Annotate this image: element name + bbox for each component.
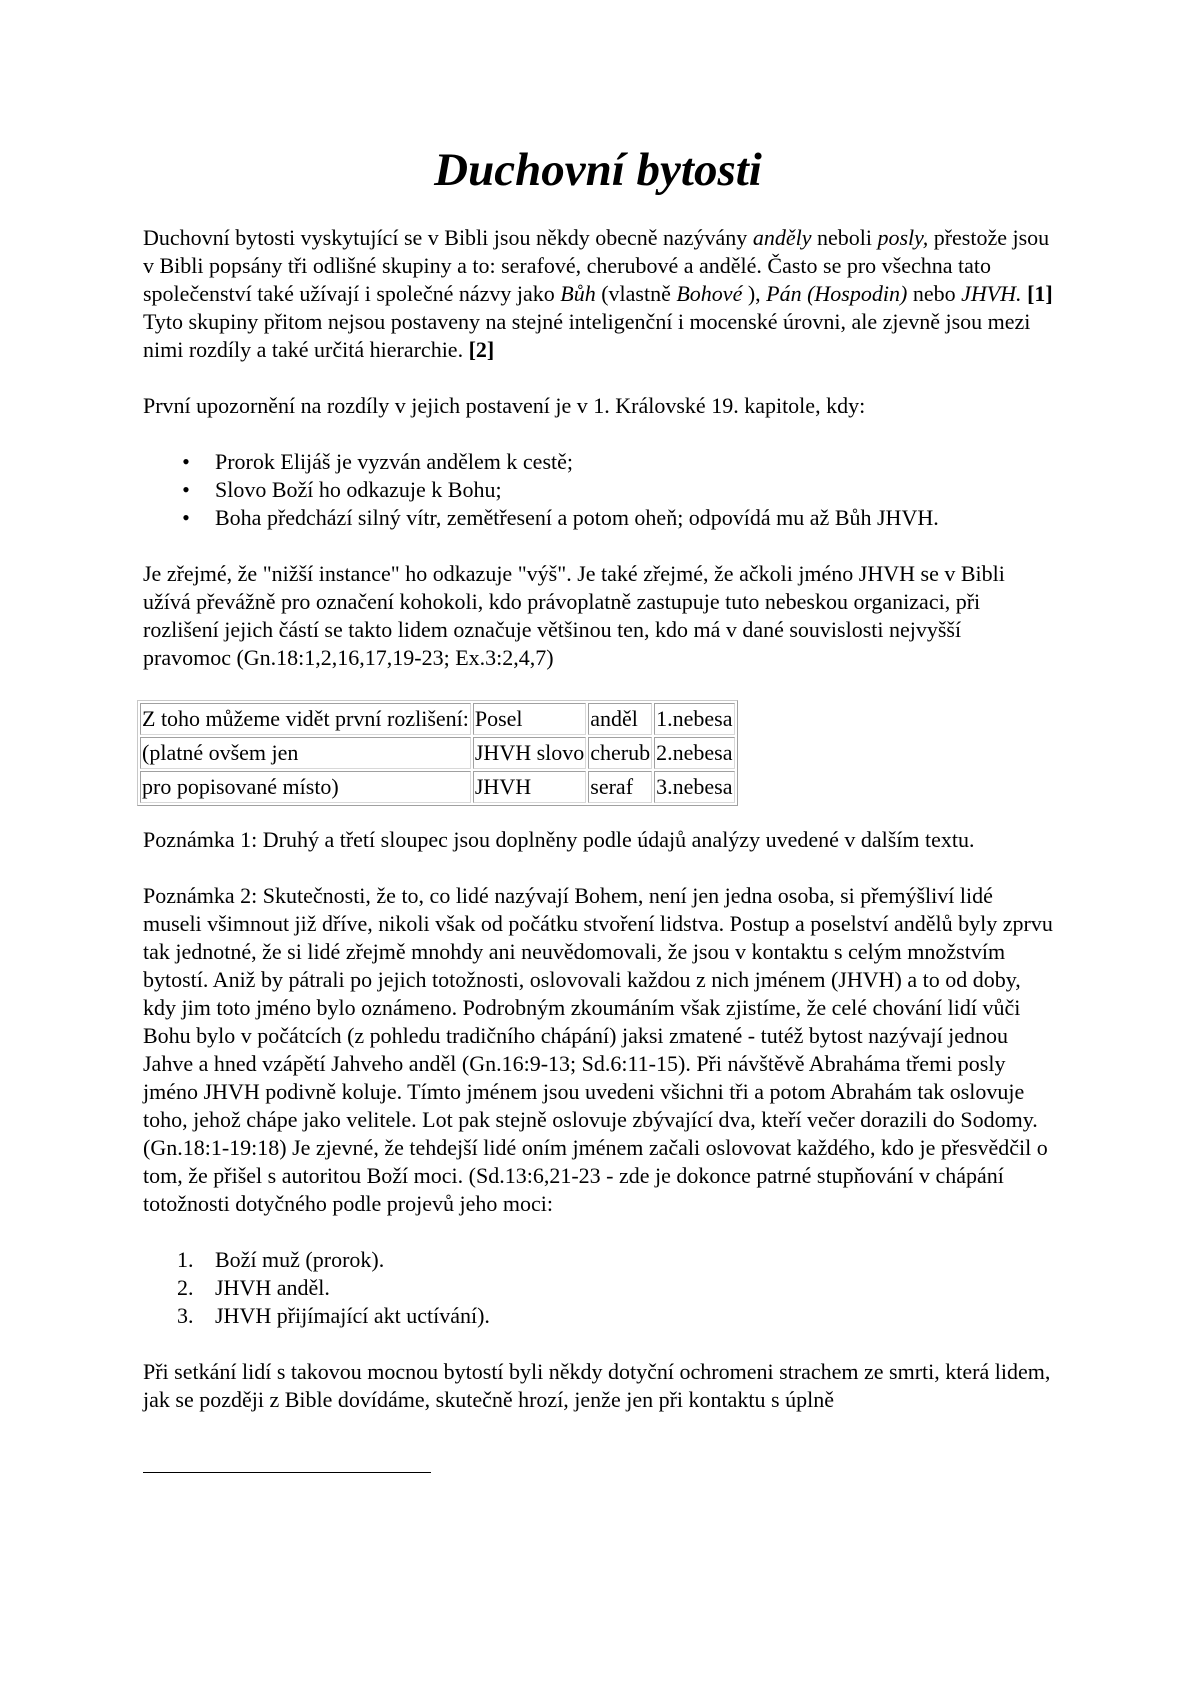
numbered-item-text: Boží muž (prorok). xyxy=(215,1247,385,1272)
table-cell: pro popisované místo) xyxy=(140,771,471,803)
bullet-item-text: Boha předchází silný vítr, zemětřesení a potom oheň; odpovídá mu až Bůh JHVH. xyxy=(215,505,939,530)
bullet-list-item xyxy=(182,448,1053,476)
list-number: 1. xyxy=(177,1247,194,1272)
bullet-icon: • xyxy=(182,477,190,502)
table-cell: seraf xyxy=(588,771,652,803)
note-2-paragraph: Poznámka 2: Skutečnosti, že to, co lidé nazývají Bohem, není jen jedna osoba, si přemýšliví lidé museli všimnout již dříve, nikoli však od počátku stvoření lidstva. Postup a poselství andělů byly zprvu tak jednotné, že si lidé zřejmě mnohdy ani neuvědomovali, že jsou v kontaktu s celým množstvím bytostí. Aniž by pátrali po jejich totožnosti, oslovovali každou z nich jménem (JHVH) a to od doby, kdy jim toto jméno bylo oznámeno. Podrobným zkoumáním však zjistíme, že celé chování lidí vůči Bohu bylo v počátcích (z pohledu tradičního chápání) jaksi zmatené - tutéž bytost nazývají jednou Jahve a hned vzápětí Jahveho anděl (Gn.16:9-13; Sd.6:11-15). Při návštěvě Abraháma třemi posly jméno JHVH podivně koluje. Tímto jménem jsou uvedeni všichni tři a potom Abrahám tak oslovuje toho, jehož chápe jako velitele. Lot pak stejně oslovuje zbývající dva, kteří večer dorazili do Sodomy. (Gn.18:1-19:18) Je zjevné, že tehdejší lidé oním jménem začali oslovovat každého, kdo je přesvědčil o tom, že přišel s autoritou Boží moci. (Sd.13:6,21-23 - zde je dokonce patrné stupňování v chápání totožnosti dotyčného podle projevů jeho moci: xyxy=(143,883,1053,1216)
numbered-list-item xyxy=(177,1302,1053,1330)
table-cell: anděl xyxy=(588,703,652,735)
page-title: Duchovní bytosti xyxy=(434,144,762,196)
footnote-separator xyxy=(143,1472,431,1473)
numbered-list xyxy=(143,1246,1053,1330)
intro-text: přestože jsou v Bibli popsány tři odlišné skupiny a to: serafové, cherubové a andělé. Často se pro všechna tato společenství také užívají i společné názvy jako xyxy=(143,225,1050,306)
intro-text: ), xyxy=(742,281,767,306)
numbered-item-text: JHVH přijímající akt uctívání). xyxy=(215,1303,490,1328)
intro-text: Duchovní bytosti vyskytující se v Bibli jsou někdy obecně nazývány xyxy=(143,225,753,250)
table-cell: Posel xyxy=(473,703,586,735)
numbered-list-item xyxy=(177,1274,1053,1302)
bullet-icon: • xyxy=(182,449,190,474)
last-paragraph: Při setkání lidí s takovou mocnou bytostí byli někdy dotyční ochromeni strachem ze smrti, která lidem, jak se později z Bible dovídáme, skutečně hrozí, jenže jen při kontaktu s úplně xyxy=(143,1359,1051,1412)
bullet-list-item xyxy=(182,476,1053,504)
table-cell: 2.nebesa xyxy=(654,737,734,769)
intro-text: (vlastně xyxy=(595,281,677,306)
table-row xyxy=(140,703,735,735)
hierarchy-table xyxy=(137,700,738,806)
intro-emphasis: Pán (Hospodin) xyxy=(766,281,908,306)
bullet-item-text: Prorok Elijáš je vyzván andělem k cestě; xyxy=(215,449,573,474)
footnote-ref-2[interactable]: [2] xyxy=(468,337,495,362)
table-cell: JHVH xyxy=(473,771,586,803)
numbered-list-item xyxy=(177,1246,1053,1274)
table-cell: (platné ovšem jen xyxy=(140,737,471,769)
numbered-item-text: JHVH anděl. xyxy=(215,1275,330,1300)
document-body xyxy=(143,224,1053,1442)
intro-text: neboli xyxy=(811,225,878,250)
table-cell: JHVH slovo xyxy=(473,737,586,769)
note-1-paragraph: Poznámka 1: Druhý a třetí sloupec jsou doplněny podle údajů analýzy uvedené v dalším textu. xyxy=(143,827,975,852)
bullet-list-item xyxy=(182,504,1053,532)
bullet-item-text: Slovo Boží ho odkazuje k Bohu; xyxy=(215,477,502,502)
table-cell: Z toho můžeme vidět první rozlišení: xyxy=(140,703,471,735)
footnote-ref-1[interactable]: [1] xyxy=(1027,281,1053,306)
table-cell: 1.nebesa xyxy=(654,703,734,735)
table-row xyxy=(140,737,735,769)
obvious-paragraph: Je zřejmé, že "nižší instance" ho odkazuje "výš". Je také zřejmé, že ačkoli jméno JHVH se v Bibli užívá převážně pro označení kohokoli, kdo právoplatně zastupuje tuto nebeskou organizaci, při rozlišení jejich částí se takto lidem označuje většinou ten, kdo má v dané souvislosti nejvyšší pravomoc (Gn.18:1,2,16,17,19-23; Ex.3:2,4,7) xyxy=(143,561,1005,670)
intro-emphasis: Bůh xyxy=(560,281,596,306)
intro-text: Tyto skupiny přitom nejsou postaveny na stejné inteligenční i mocenské úrovni, ale zjevně jsou mezi nimi rozdíly a také určitá hierarchie. xyxy=(143,309,1031,362)
list-number: 2. xyxy=(177,1275,194,1300)
first-notice-paragraph: První upozornění na rozdíly v jejich postavení je v 1. Královské 19. kapitole, kdy: xyxy=(143,393,866,418)
intro-emphasis: anděly xyxy=(752,225,812,250)
intro-paragraph xyxy=(143,224,1053,364)
intro-emphasis: JHVH. xyxy=(961,281,1022,306)
intro-emphasis: posly, xyxy=(877,225,929,250)
bullet-list xyxy=(143,448,1053,532)
table-cell: 3.nebesa xyxy=(654,771,734,803)
intro-text: nebo xyxy=(907,281,962,306)
list-number: 3. xyxy=(177,1303,194,1328)
table-row xyxy=(140,771,735,803)
table-cell: cherub xyxy=(588,737,652,769)
bullet-icon: • xyxy=(182,505,190,530)
intro-emphasis: Bohové xyxy=(676,281,743,306)
